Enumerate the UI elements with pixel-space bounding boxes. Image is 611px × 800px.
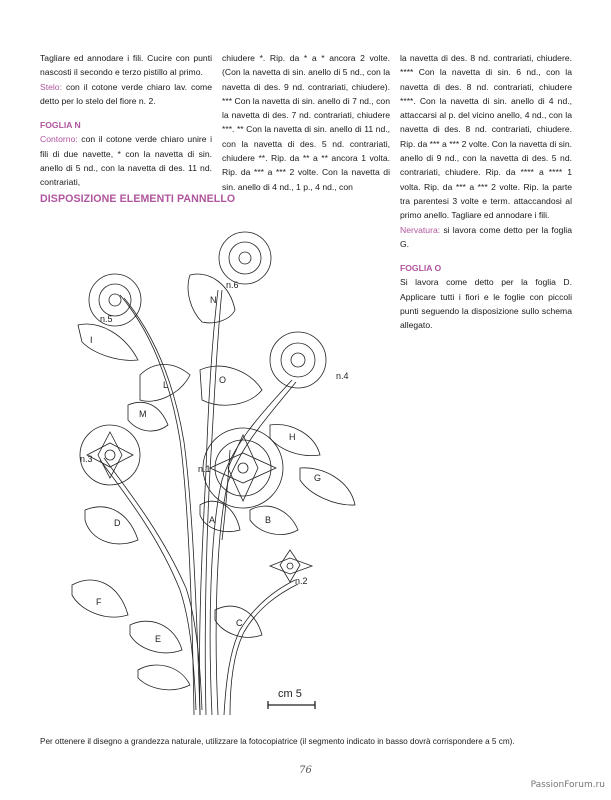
- label-H: H: [289, 432, 296, 442]
- paragraph: la navetta di des. 8 nd. contrariati, chiudere. **** Con la navetta di sin. 6 nd., con la navetta di des. 8 nd. contrariati, chiudere ****. Con la navetta di sin. anello di 4 nd., attaccarsi al p. del vicino anello, 4 nd., con la navetta di des. 8 nd. contrariati, chiudere. Rip. da *** a *** 2 volte. Con la navetta di sin. anello di 9 nd., con la navetta di des. 5 nd. contrariati, chiudere. Rip. da **** a **** 1 volta. Rip. da *** a *** 2 volte. Rip. la parte tra parentesi 3 volte e term. attaccandosi al primo anello. Tagliare ed annodare i fili.: [400, 53, 572, 221]
- label-L: L: [163, 380, 169, 390]
- contorno-paragraph: [40, 132, 212, 189]
- label-n1: n.1: [198, 464, 211, 474]
- foglia-o-heading: FOGLIA O: [400, 263, 442, 274]
- section-title: DISPOSIZIONE ELEMENTI PANNELLO: [40, 193, 236, 205]
- diagram-labels: [80, 280, 349, 700]
- nervatura-label: Nervatura:: [400, 224, 441, 235]
- label-n2: n.2: [295, 576, 308, 586]
- nervatura-paragraph: [400, 223, 572, 252]
- label-n3: n.3: [80, 454, 93, 464]
- paragraph: chiudere *. Rip. da * a * ancora 2 volte. (Con la navetta di sin. anello di 5 nd., con la navetta di des. 9 nd. contrariati, chiudere). *** Con la navetta di sin. anello di 7 nd., con la navetta di des. 7 nd. contrariati, chiudere ***. ** Con la navetta di sin. anello di 11 nd., con la navetta di des. 5 nd. contrariati, chiudere **. Rip. da ** a ** ancora 1 volta. Rip. da *** a *** 2 volte. Con la navetta di sin. anello di 4 nd., 1 p., 4 nd., con: [222, 53, 390, 192]
- stelo-paragraph: [40, 80, 212, 109]
- label-n6: n.6: [226, 280, 239, 290]
- label-n5: n.5: [100, 314, 113, 324]
- label-B: B: [265, 515, 272, 525]
- flower-n4: [270, 332, 326, 388]
- stelo-label: Stelo:: [40, 81, 62, 92]
- label-C: C: [236, 618, 243, 628]
- stelo-text: con il cotone verde chiaro lav. come detto per lo stelo del fiore n. 2.: [40, 81, 212, 106]
- label-E: E: [155, 634, 162, 644]
- footnote: Per ottenere il disegno a grandezza naturale, utilizzare la fotocopiatrice (il segmento indicato in basso dovrà corrispondere a 5 cm).: [40, 737, 515, 746]
- label-I: I: [90, 335, 93, 345]
- scale-bar: [268, 701, 315, 709]
- label-M: M: [139, 409, 147, 419]
- scale-label: cm 5: [278, 688, 302, 700]
- paragraph: Si lavora come detto per la foglia D. Applicare tutti i fiori e le foglie con piccoli punti seguendo la disposizione sullo schema allegato.: [400, 277, 572, 331]
- label-N: N: [210, 295, 217, 305]
- watermark: PassionForum.ru: [530, 780, 605, 790]
- text-column-1: [40, 51, 212, 190]
- contorno-text: con il cotone verde chiaro unire i fili di due navette, * con la navetta di sin. anello di 5 nd., con la navetta di des. 11 nd. contrariati,: [40, 134, 212, 188]
- flower-layout-drawing: [30, 210, 400, 725]
- label-O: O: [219, 375, 227, 385]
- foglia-n-heading: FOGLIA N: [40, 120, 81, 131]
- text-column-3: [400, 51, 572, 333]
- text-column-2: [222, 51, 390, 194]
- label-n4: n.4: [336, 371, 349, 381]
- label-G: G: [314, 473, 322, 483]
- flower-n5: [89, 274, 141, 326]
- nervatura-text: si lavora come detto per la foglia G.: [400, 224, 572, 249]
- panel-diagram: [30, 210, 400, 725]
- stems: [100, 290, 298, 715]
- label-A: A: [209, 515, 216, 525]
- page-number: 76: [299, 765, 312, 776]
- flower-n6: [219, 232, 271, 284]
- contorno-label: Contorno:: [40, 134, 78, 145]
- label-F: F: [96, 597, 102, 607]
- paragraph: Tagliare ed annodare i fili. Cucire con punti nascosti il secondo e terzo pistillo al primo.: [40, 53, 212, 78]
- flower-n1: [203, 428, 283, 508]
- label-D: D: [114, 518, 121, 528]
